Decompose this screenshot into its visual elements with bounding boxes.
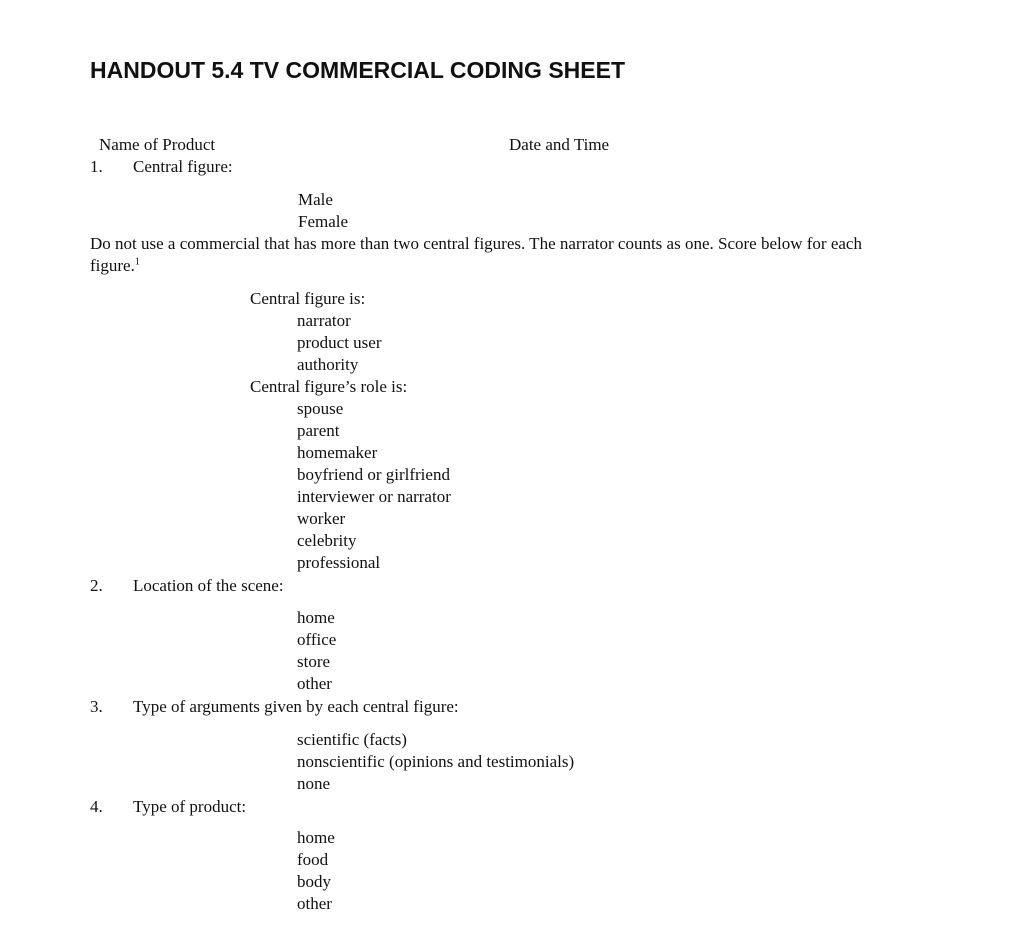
question-3-label: Type of arguments given by each central figure:: [133, 697, 459, 716]
option-product-user: product user: [297, 333, 382, 352]
option-location-home: home: [297, 608, 335, 627]
question-4: [90, 796, 246, 818]
option-location-other: other: [297, 674, 332, 693]
option-authority: authority: [297, 355, 359, 374]
option-professional: professional: [297, 553, 381, 572]
date-and-time-label: Date and Time: [509, 135, 610, 154]
question-2-label: Location of the scene:: [133, 576, 284, 595]
question-3-number: 3.: [90, 697, 103, 716]
footnote-marker: 1: [134, 256, 140, 268]
option-product-food: food: [297, 850, 329, 869]
instruction-text: Do not use a commercial that has more than two central figures. The narrator counts as one. Score below for each figure.: [90, 234, 862, 275]
option-male: Male: [298, 190, 333, 209]
central-figure-is-label: Central figure is:: [250, 289, 366, 308]
option-nonscientific: nonscientific (opinions and testimonials): [297, 752, 575, 771]
question-1-label: Central figure:: [133, 157, 233, 176]
option-homemaker: homemaker: [297, 443, 378, 462]
central-figure-is-options: [297, 310, 382, 376]
location-options: [297, 607, 336, 695]
option-narrator: narrator: [297, 311, 351, 330]
question-1: [90, 156, 233, 178]
option-interviewer-or-narrator: interviewer or narrator: [297, 487, 451, 506]
question-2: [90, 575, 284, 597]
question-2-number: 2.: [90, 576, 103, 595]
option-product-other: other: [297, 894, 332, 913]
option-location-office: office: [297, 630, 337, 649]
option-none: none: [297, 774, 331, 793]
question-4-number: 4.: [90, 797, 103, 816]
product-type-options: [297, 827, 335, 915]
option-female: Female: [298, 212, 349, 231]
central-figure-role-label: Central figure’s role is:: [250, 377, 408, 396]
option-product-home: home: [297, 828, 335, 847]
argument-type-options: [297, 729, 574, 795]
question-1-number: 1.: [90, 157, 103, 176]
name-of-product-label: Name of Product: [99, 135, 216, 154]
central-figure-role-options: [297, 398, 451, 574]
page-title: HANDOUT 5.4 TV COMMERCIAL CODING SHEET: [90, 57, 625, 83]
question-3: [90, 696, 459, 718]
central-figure-gender-options: [298, 189, 348, 233]
option-scientific: scientific (facts): [297, 730, 407, 749]
option-product-body: body: [297, 872, 331, 891]
central-figure-instruction: [90, 233, 910, 277]
option-boyfriend-or-girlfriend: boyfriend or girlfriend: [297, 465, 450, 484]
option-spouse: spouse: [297, 399, 344, 418]
question-4-label: Type of product:: [133, 797, 247, 816]
option-parent: parent: [297, 421, 340, 440]
option-location-store: store: [297, 652, 331, 671]
option-worker: worker: [297, 509, 346, 528]
option-celebrity: celebrity: [297, 531, 357, 550]
